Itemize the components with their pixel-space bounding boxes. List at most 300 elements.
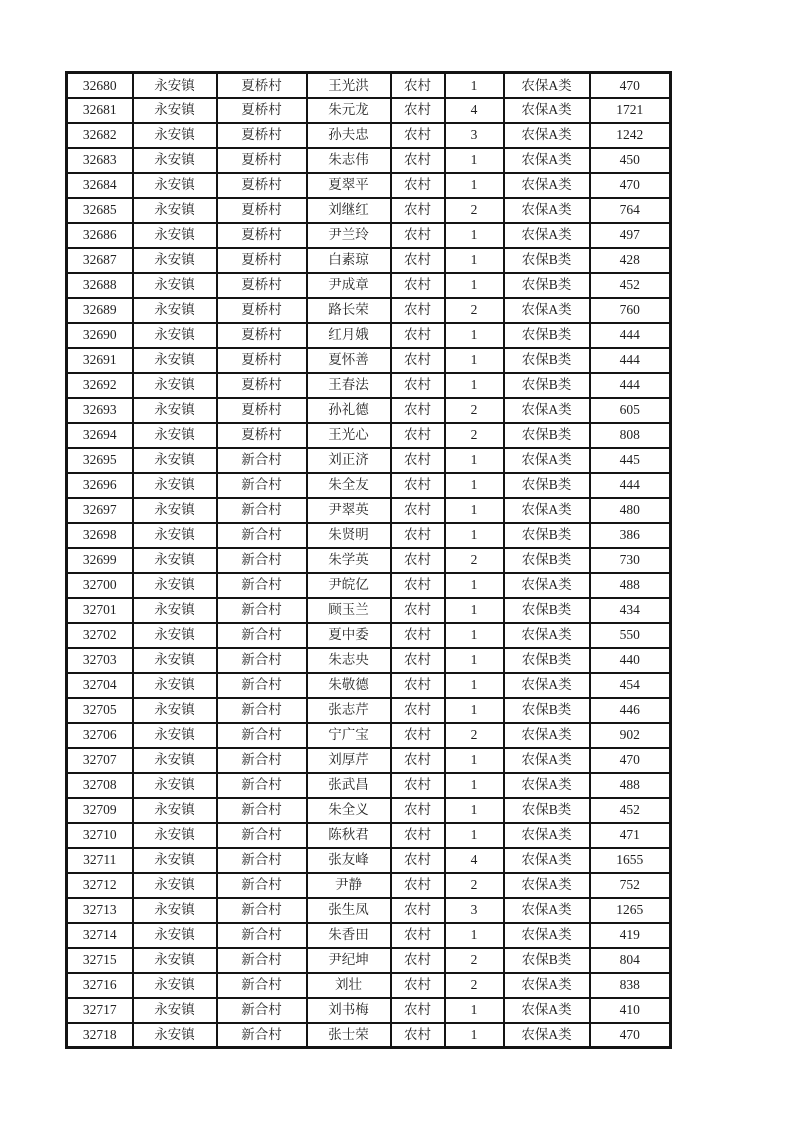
- table-cell: 农村: [391, 98, 445, 123]
- table-cell: 刘书梅: [307, 998, 391, 1023]
- table-cell: 张志芹: [307, 698, 391, 723]
- table-cell: 农保B类: [504, 523, 590, 548]
- table-cell: 农村: [391, 473, 445, 498]
- table-cell: 永安镇: [133, 748, 217, 773]
- table-cell: 新合村: [217, 873, 307, 898]
- table-cell: 3: [445, 898, 504, 923]
- table-cell: 农保A类: [504, 498, 590, 523]
- table-cell: 路长荣: [307, 298, 391, 323]
- table-cell: 760: [590, 298, 671, 323]
- table-cell: 农保A类: [504, 173, 590, 198]
- table-cell: 永安镇: [133, 473, 217, 498]
- table-cell: 张生凤: [307, 898, 391, 923]
- table-cell: 902: [590, 723, 671, 748]
- table-cell: 朱志伟: [307, 148, 391, 173]
- table-body: [67, 73, 671, 1048]
- table-cell: 1: [445, 148, 504, 173]
- table-cell: 764: [590, 198, 671, 223]
- table-cell: 夏桥村: [217, 273, 307, 298]
- table-cell: 农村: [391, 273, 445, 298]
- table-cell: 夏翠平: [307, 173, 391, 198]
- table-cell: 1: [445, 648, 504, 673]
- table-cell: 1: [445, 623, 504, 648]
- table-cell: 夏桥村: [217, 148, 307, 173]
- table-cell: 农保A类: [504, 448, 590, 473]
- table-cell: 新合村: [217, 698, 307, 723]
- table-cell: 永安镇: [133, 98, 217, 123]
- table-row: [67, 148, 671, 173]
- table-row: [67, 598, 671, 623]
- table-cell: 永安镇: [133, 873, 217, 898]
- table-cell: 1: [445, 998, 504, 1023]
- table-cell: 农保B类: [504, 473, 590, 498]
- table-cell: 新合村: [217, 798, 307, 823]
- table-cell: 农村: [391, 198, 445, 223]
- table-cell: 农保A类: [504, 223, 590, 248]
- table-cell: 永安镇: [133, 123, 217, 148]
- table-cell: 2: [445, 423, 504, 448]
- table-cell: 730: [590, 548, 671, 573]
- table-cell: 农村: [391, 673, 445, 698]
- table-row: [67, 573, 671, 598]
- table-cell: 1: [445, 73, 504, 98]
- table-row: [67, 123, 671, 148]
- table-cell: 32696: [67, 473, 133, 498]
- table-row: [67, 548, 671, 573]
- table-row: [67, 498, 671, 523]
- table-cell: 王光洪: [307, 73, 391, 98]
- table-cell: 471: [590, 823, 671, 848]
- table-cell: 永安镇: [133, 148, 217, 173]
- table-cell: 永安镇: [133, 548, 217, 573]
- table-cell: 农保A类: [504, 873, 590, 898]
- table-cell: 2: [445, 198, 504, 223]
- table-cell: 农保B类: [504, 598, 590, 623]
- table-cell: 32686: [67, 223, 133, 248]
- table-cell: 永安镇: [133, 823, 217, 848]
- table-cell: 32698: [67, 523, 133, 548]
- table-cell: 454: [590, 673, 671, 698]
- table-cell: 农村: [391, 73, 445, 98]
- table-cell: 农村: [391, 723, 445, 748]
- table-cell: 农保A类: [504, 73, 590, 98]
- table-cell: 新合村: [217, 473, 307, 498]
- table-cell: 农保B类: [504, 248, 590, 273]
- table-cell: 386: [590, 523, 671, 548]
- table-cell: 440: [590, 648, 671, 673]
- table-cell: 夏桥村: [217, 173, 307, 198]
- table-cell: 452: [590, 798, 671, 823]
- table-cell: 1: [445, 573, 504, 598]
- table-cell: 32687: [67, 248, 133, 273]
- table-cell: 永安镇: [133, 448, 217, 473]
- table-cell: 永安镇: [133, 898, 217, 923]
- table-cell: 农村: [391, 773, 445, 798]
- table-cell: 刘厚芹: [307, 748, 391, 773]
- table-row: [67, 723, 671, 748]
- table-cell: 新合村: [217, 673, 307, 698]
- table-cell: 32693: [67, 398, 133, 423]
- table-cell: 农保A类: [504, 198, 590, 223]
- table-cell: 红月娥: [307, 323, 391, 348]
- table-cell: 农保A类: [504, 398, 590, 423]
- table-cell: 农村: [391, 323, 445, 348]
- table-cell: 2: [445, 548, 504, 573]
- table-cell: 永安镇: [133, 598, 217, 623]
- table-cell: 朱敬德: [307, 673, 391, 698]
- table-cell: 32707: [67, 748, 133, 773]
- table-row: [67, 248, 671, 273]
- table-cell: 顾玉兰: [307, 598, 391, 623]
- table-cell: 419: [590, 923, 671, 948]
- table-cell: 农村: [391, 998, 445, 1023]
- table-cell: 农村: [391, 748, 445, 773]
- table-cell: 永安镇: [133, 648, 217, 673]
- table-cell: 1: [445, 523, 504, 548]
- table-cell: 1: [445, 373, 504, 398]
- table-cell: 新合村: [217, 848, 307, 873]
- table-cell: 32714: [67, 923, 133, 948]
- table-cell: 32708: [67, 773, 133, 798]
- table-cell: 1: [445, 173, 504, 198]
- table-row: [67, 373, 671, 398]
- table-cell: 永安镇: [133, 173, 217, 198]
- table-cell: 605: [590, 398, 671, 423]
- table-cell: 444: [590, 323, 671, 348]
- table-cell: 470: [590, 748, 671, 773]
- table-cell: 永安镇: [133, 948, 217, 973]
- table-cell: 农村: [391, 373, 445, 398]
- table-cell: 夏桥村: [217, 373, 307, 398]
- table-cell: 32709: [67, 798, 133, 823]
- table-cell: 农村: [391, 523, 445, 548]
- table-cell: 永安镇: [133, 1023, 217, 1048]
- table-cell: 农村: [391, 648, 445, 673]
- table-cell: 32712: [67, 873, 133, 898]
- table-cell: 农村: [391, 223, 445, 248]
- table-cell: 夏桥村: [217, 423, 307, 448]
- table-cell: 1: [445, 323, 504, 348]
- table-cell: 1: [445, 823, 504, 848]
- table-cell: 452: [590, 273, 671, 298]
- table-cell: 1: [445, 798, 504, 823]
- table-cell: 1: [445, 598, 504, 623]
- table-cell: 永安镇: [133, 923, 217, 948]
- table-row: [67, 273, 671, 298]
- table-cell: 32706: [67, 723, 133, 748]
- table-cell: 尹成章: [307, 273, 391, 298]
- table-cell: 陈秋君: [307, 823, 391, 848]
- table-cell: 新合村: [217, 773, 307, 798]
- table-cell: 2: [445, 723, 504, 748]
- table-cell: 32692: [67, 373, 133, 398]
- insurance-roster-table: [65, 71, 672, 1049]
- table-row: [67, 173, 671, 198]
- table-cell: 新合村: [217, 898, 307, 923]
- table-cell: 农保A类: [504, 898, 590, 923]
- table-cell: 夏桥村: [217, 398, 307, 423]
- table-cell: 农村: [391, 398, 445, 423]
- table-row: [67, 323, 671, 348]
- table-cell: 32680: [67, 73, 133, 98]
- table-cell: 新合村: [217, 498, 307, 523]
- table-cell: 32682: [67, 123, 133, 148]
- table-cell: 838: [590, 973, 671, 998]
- table-cell: 1: [445, 673, 504, 698]
- table-cell: 农村: [391, 548, 445, 573]
- table-cell: 农保A类: [504, 748, 590, 773]
- table-cell: 444: [590, 373, 671, 398]
- table-cell: 新合村: [217, 523, 307, 548]
- table-cell: 2: [445, 298, 504, 323]
- table-row: [67, 998, 671, 1023]
- table-cell: 朱全义: [307, 798, 391, 823]
- table-cell: 新合村: [217, 723, 307, 748]
- table-cell: 永安镇: [133, 798, 217, 823]
- table-cell: 夏怀善: [307, 348, 391, 373]
- table-cell: 农村: [391, 448, 445, 473]
- table-cell: 新合村: [217, 548, 307, 573]
- table-cell: 农保A类: [504, 1023, 590, 1048]
- table-cell: 永安镇: [133, 373, 217, 398]
- table-cell: 农村: [391, 248, 445, 273]
- table-cell: 夏桥村: [217, 198, 307, 223]
- table-row: [67, 798, 671, 823]
- table-cell: 农保A类: [504, 773, 590, 798]
- table-cell: 农村: [391, 1023, 445, 1048]
- table-cell: 永安镇: [133, 223, 217, 248]
- table-cell: 444: [590, 473, 671, 498]
- table-cell: 1: [445, 773, 504, 798]
- table-cell: 张友峰: [307, 848, 391, 873]
- table-cell: 新合村: [217, 748, 307, 773]
- table-cell: 新合村: [217, 448, 307, 473]
- table-cell: 农保B类: [504, 948, 590, 973]
- table-cell: 1721: [590, 98, 671, 123]
- table-cell: 农村: [391, 498, 445, 523]
- table-cell: 470: [590, 73, 671, 98]
- table-cell: 32684: [67, 173, 133, 198]
- table-cell: 农保B类: [504, 323, 590, 348]
- table-cell: 550: [590, 623, 671, 648]
- table-row: [67, 423, 671, 448]
- table-cell: 农村: [391, 948, 445, 973]
- table-cell: 尹翠英: [307, 498, 391, 523]
- table-cell: 农保B类: [504, 698, 590, 723]
- table-cell: 488: [590, 773, 671, 798]
- table-cell: 410: [590, 998, 671, 1023]
- table-cell: 32705: [67, 698, 133, 723]
- table-cell: 农村: [391, 848, 445, 873]
- table-cell: 488: [590, 573, 671, 598]
- table-cell: 428: [590, 248, 671, 273]
- table-cell: 农村: [391, 923, 445, 948]
- table-cell: 永安镇: [133, 973, 217, 998]
- table-cell: 新合村: [217, 998, 307, 1023]
- table-cell: 32702: [67, 623, 133, 648]
- table-cell: 农村: [391, 823, 445, 848]
- table-cell: 农保A类: [504, 673, 590, 698]
- table-row: [67, 198, 671, 223]
- table-cell: 农村: [391, 598, 445, 623]
- table-cell: 永安镇: [133, 498, 217, 523]
- table-cell: 农村: [391, 148, 445, 173]
- table-row: [67, 848, 671, 873]
- table-row: [67, 898, 671, 923]
- table-cell: 农村: [391, 898, 445, 923]
- table-cell: 永安镇: [133, 298, 217, 323]
- table-cell: 农保A类: [504, 823, 590, 848]
- table-cell: 32711: [67, 848, 133, 873]
- table-cell: 2: [445, 873, 504, 898]
- table-cell: 农村: [391, 623, 445, 648]
- table-cell: 32699: [67, 548, 133, 573]
- table-cell: 农村: [391, 573, 445, 598]
- table-cell: 450: [590, 148, 671, 173]
- table-cell: 刘壮: [307, 973, 391, 998]
- table-cell: 32716: [67, 973, 133, 998]
- table-cell: 农保A类: [504, 148, 590, 173]
- table-cell: 宁广宝: [307, 723, 391, 748]
- table-row: [67, 348, 671, 373]
- table-cell: 农村: [391, 973, 445, 998]
- table-cell: 32689: [67, 298, 133, 323]
- table-cell: 农保A类: [504, 923, 590, 948]
- table-cell: 农保A类: [504, 98, 590, 123]
- table-row: [67, 873, 671, 898]
- table-cell: 808: [590, 423, 671, 448]
- table-cell: 新合村: [217, 1023, 307, 1048]
- table-row: [67, 823, 671, 848]
- table-cell: 农保A类: [504, 123, 590, 148]
- table-cell: 32718: [67, 1023, 133, 1048]
- table-row: [67, 698, 671, 723]
- table-cell: 永安镇: [133, 723, 217, 748]
- table-cell: 永安镇: [133, 273, 217, 298]
- table-cell: 32704: [67, 673, 133, 698]
- table-cell: 永安镇: [133, 523, 217, 548]
- table-cell: 农村: [391, 123, 445, 148]
- table-cell: 32710: [67, 823, 133, 848]
- table-cell: 1655: [590, 848, 671, 873]
- table-cell: 2: [445, 398, 504, 423]
- table-cell: 农保A类: [504, 848, 590, 873]
- table-cell: 32691: [67, 348, 133, 373]
- table-cell: 4: [445, 98, 504, 123]
- table-cell: 刘继红: [307, 198, 391, 223]
- table-cell: 2: [445, 948, 504, 973]
- table-row: [67, 973, 671, 998]
- table-cell: 夏中委: [307, 623, 391, 648]
- table-cell: 朱贤明: [307, 523, 391, 548]
- table-cell: 白素琼: [307, 248, 391, 273]
- table-cell: 32694: [67, 423, 133, 448]
- table-cell: 32695: [67, 448, 133, 473]
- table-cell: 新合村: [217, 923, 307, 948]
- table-cell: 32713: [67, 898, 133, 923]
- table-cell: 32703: [67, 648, 133, 673]
- table-cell: 农保B类: [504, 273, 590, 298]
- table-row: [67, 73, 671, 98]
- table-cell: 农保A类: [504, 723, 590, 748]
- table-cell: 朱志央: [307, 648, 391, 673]
- table-cell: 农保B类: [504, 798, 590, 823]
- table-cell: 32701: [67, 598, 133, 623]
- table-cell: 32697: [67, 498, 133, 523]
- table-cell: 农村: [391, 298, 445, 323]
- table-cell: 农保B类: [504, 373, 590, 398]
- table-cell: 新合村: [217, 623, 307, 648]
- table-cell: 1: [445, 223, 504, 248]
- table-cell: 农保B类: [504, 423, 590, 448]
- table-cell: 1: [445, 473, 504, 498]
- table-cell: 孙礼德: [307, 398, 391, 423]
- table-cell: 夏桥村: [217, 348, 307, 373]
- table-cell: 朱学英: [307, 548, 391, 573]
- table-row: [67, 98, 671, 123]
- table-cell: 农村: [391, 423, 445, 448]
- table-cell: 永安镇: [133, 398, 217, 423]
- table-cell: 农村: [391, 873, 445, 898]
- table-cell: 农村: [391, 348, 445, 373]
- table-cell: 434: [590, 598, 671, 623]
- table-cell: 497: [590, 223, 671, 248]
- table-cell: 32681: [67, 98, 133, 123]
- table-cell: 永安镇: [133, 998, 217, 1023]
- table-cell: 永安镇: [133, 423, 217, 448]
- table-cell: 张士荣: [307, 1023, 391, 1048]
- table-cell: 永安镇: [133, 248, 217, 273]
- table-row: [67, 523, 671, 548]
- table-cell: 永安镇: [133, 848, 217, 873]
- table-row: [67, 623, 671, 648]
- table-cell: 3: [445, 123, 504, 148]
- table-cell: 1: [445, 273, 504, 298]
- table-cell: 1: [445, 698, 504, 723]
- table-cell: 永安镇: [133, 573, 217, 598]
- table-cell: 1265: [590, 898, 671, 923]
- table-cell: 夏桥村: [217, 73, 307, 98]
- table-cell: 1: [445, 748, 504, 773]
- table-cell: 刘正济: [307, 448, 391, 473]
- table-row: [67, 748, 671, 773]
- table-cell: 张武昌: [307, 773, 391, 798]
- table-cell: 永安镇: [133, 698, 217, 723]
- table-cell: 1: [445, 923, 504, 948]
- table-cell: 32717: [67, 998, 133, 1023]
- table-cell: 夏桥村: [217, 223, 307, 248]
- table-cell: 农保A类: [504, 298, 590, 323]
- table-cell: 夏桥村: [217, 98, 307, 123]
- table-cell: 1: [445, 1023, 504, 1048]
- table-cell: 王光心: [307, 423, 391, 448]
- table-cell: 农保A类: [504, 573, 590, 598]
- table-cell: 农村: [391, 698, 445, 723]
- table-cell: 农村: [391, 798, 445, 823]
- table-cell: 孙夫忠: [307, 123, 391, 148]
- table-cell: 新合村: [217, 948, 307, 973]
- table-cell: 农保A类: [504, 623, 590, 648]
- table-cell: 永安镇: [133, 773, 217, 798]
- table-cell: 永安镇: [133, 623, 217, 648]
- table-row: [67, 473, 671, 498]
- table-cell: 新合村: [217, 823, 307, 848]
- table-cell: 农保A类: [504, 998, 590, 1023]
- table-row: [67, 398, 671, 423]
- table-cell: 永安镇: [133, 673, 217, 698]
- table-cell: 新合村: [217, 598, 307, 623]
- table-cell: 1: [445, 248, 504, 273]
